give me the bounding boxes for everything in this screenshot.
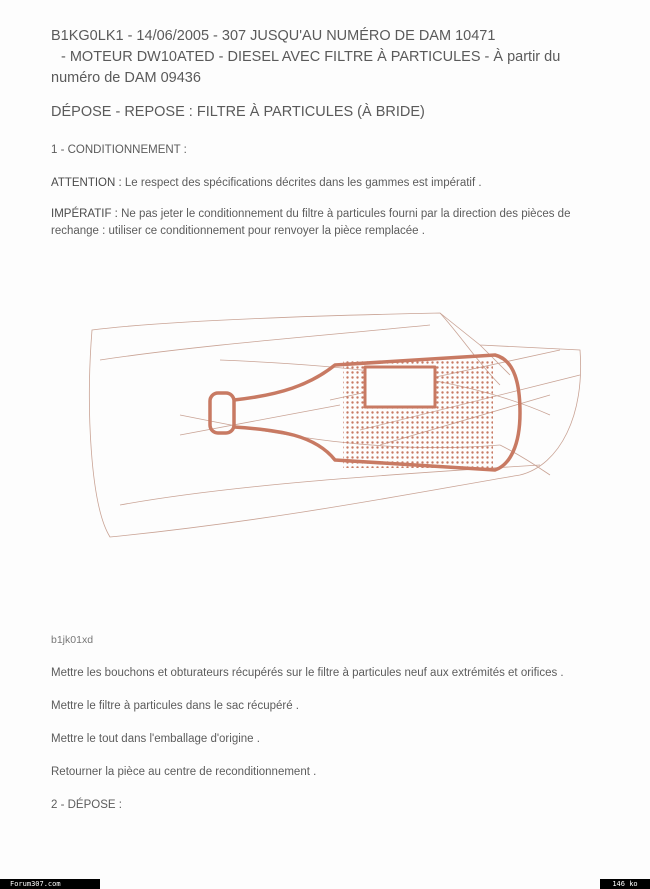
section-2-heading: 2 - DÉPOSE : (51, 799, 122, 811)
header-line-3: numéro de DAM 09436 (51, 70, 201, 86)
header-line-1: B1KG0LK1 - 14/06/2005 - 307 JUSQU'AU NUMÉRO DE DAM 10471 (51, 28, 496, 44)
particle-filter-drawing (210, 355, 520, 470)
imperatif-text: Ne pas jeter le conditionnement du filtre à particules fourni par la direction des pièces de rechange : utiliser ce conditionnement pour renvoyer la pièce remplacée . (51, 208, 571, 237)
filter-in-bag-illustration (80, 305, 590, 550)
document-header (51, 26, 631, 89)
footer-file-size: 146 ko (600, 879, 650, 889)
imperatif-label: IMPÉRATIF : (51, 208, 118, 220)
page-title: DÉPOSE - REPOSE : FILTRE À PARTICULES (À BRIDE) (51, 104, 425, 120)
attention-label: ATTENTION : (51, 177, 122, 189)
attention-text: Le respect des spécifications décrites dans les gammes est impératif . (121, 177, 482, 189)
header-line-2: - MOTEUR DW10ATED - DIESEL AVEC FILTRE À PARTICULES - À partir du (61, 49, 561, 65)
attention-note (51, 175, 611, 192)
imperatif-note (51, 206, 611, 240)
step-2: Mettre le filtre à particules dans le sac récupéré . (51, 700, 300, 712)
step-4: Retourner la pièce au centre de reconditionnement . (51, 766, 317, 778)
bag-outline (89, 313, 580, 537)
figure-reference: b1jk01xd (51, 634, 94, 646)
step-1: Mettre les bouchons et obturateurs récupérés sur le filtre à particules neuf aux extrémités et orifices . (51, 667, 564, 679)
footer-watermark: Forum307.com (0, 879, 100, 889)
step-3: Mettre le tout dans l'emballage d'origine . (51, 733, 260, 745)
section-1-heading: 1 - CONDITIONNEMENT : (51, 144, 187, 156)
